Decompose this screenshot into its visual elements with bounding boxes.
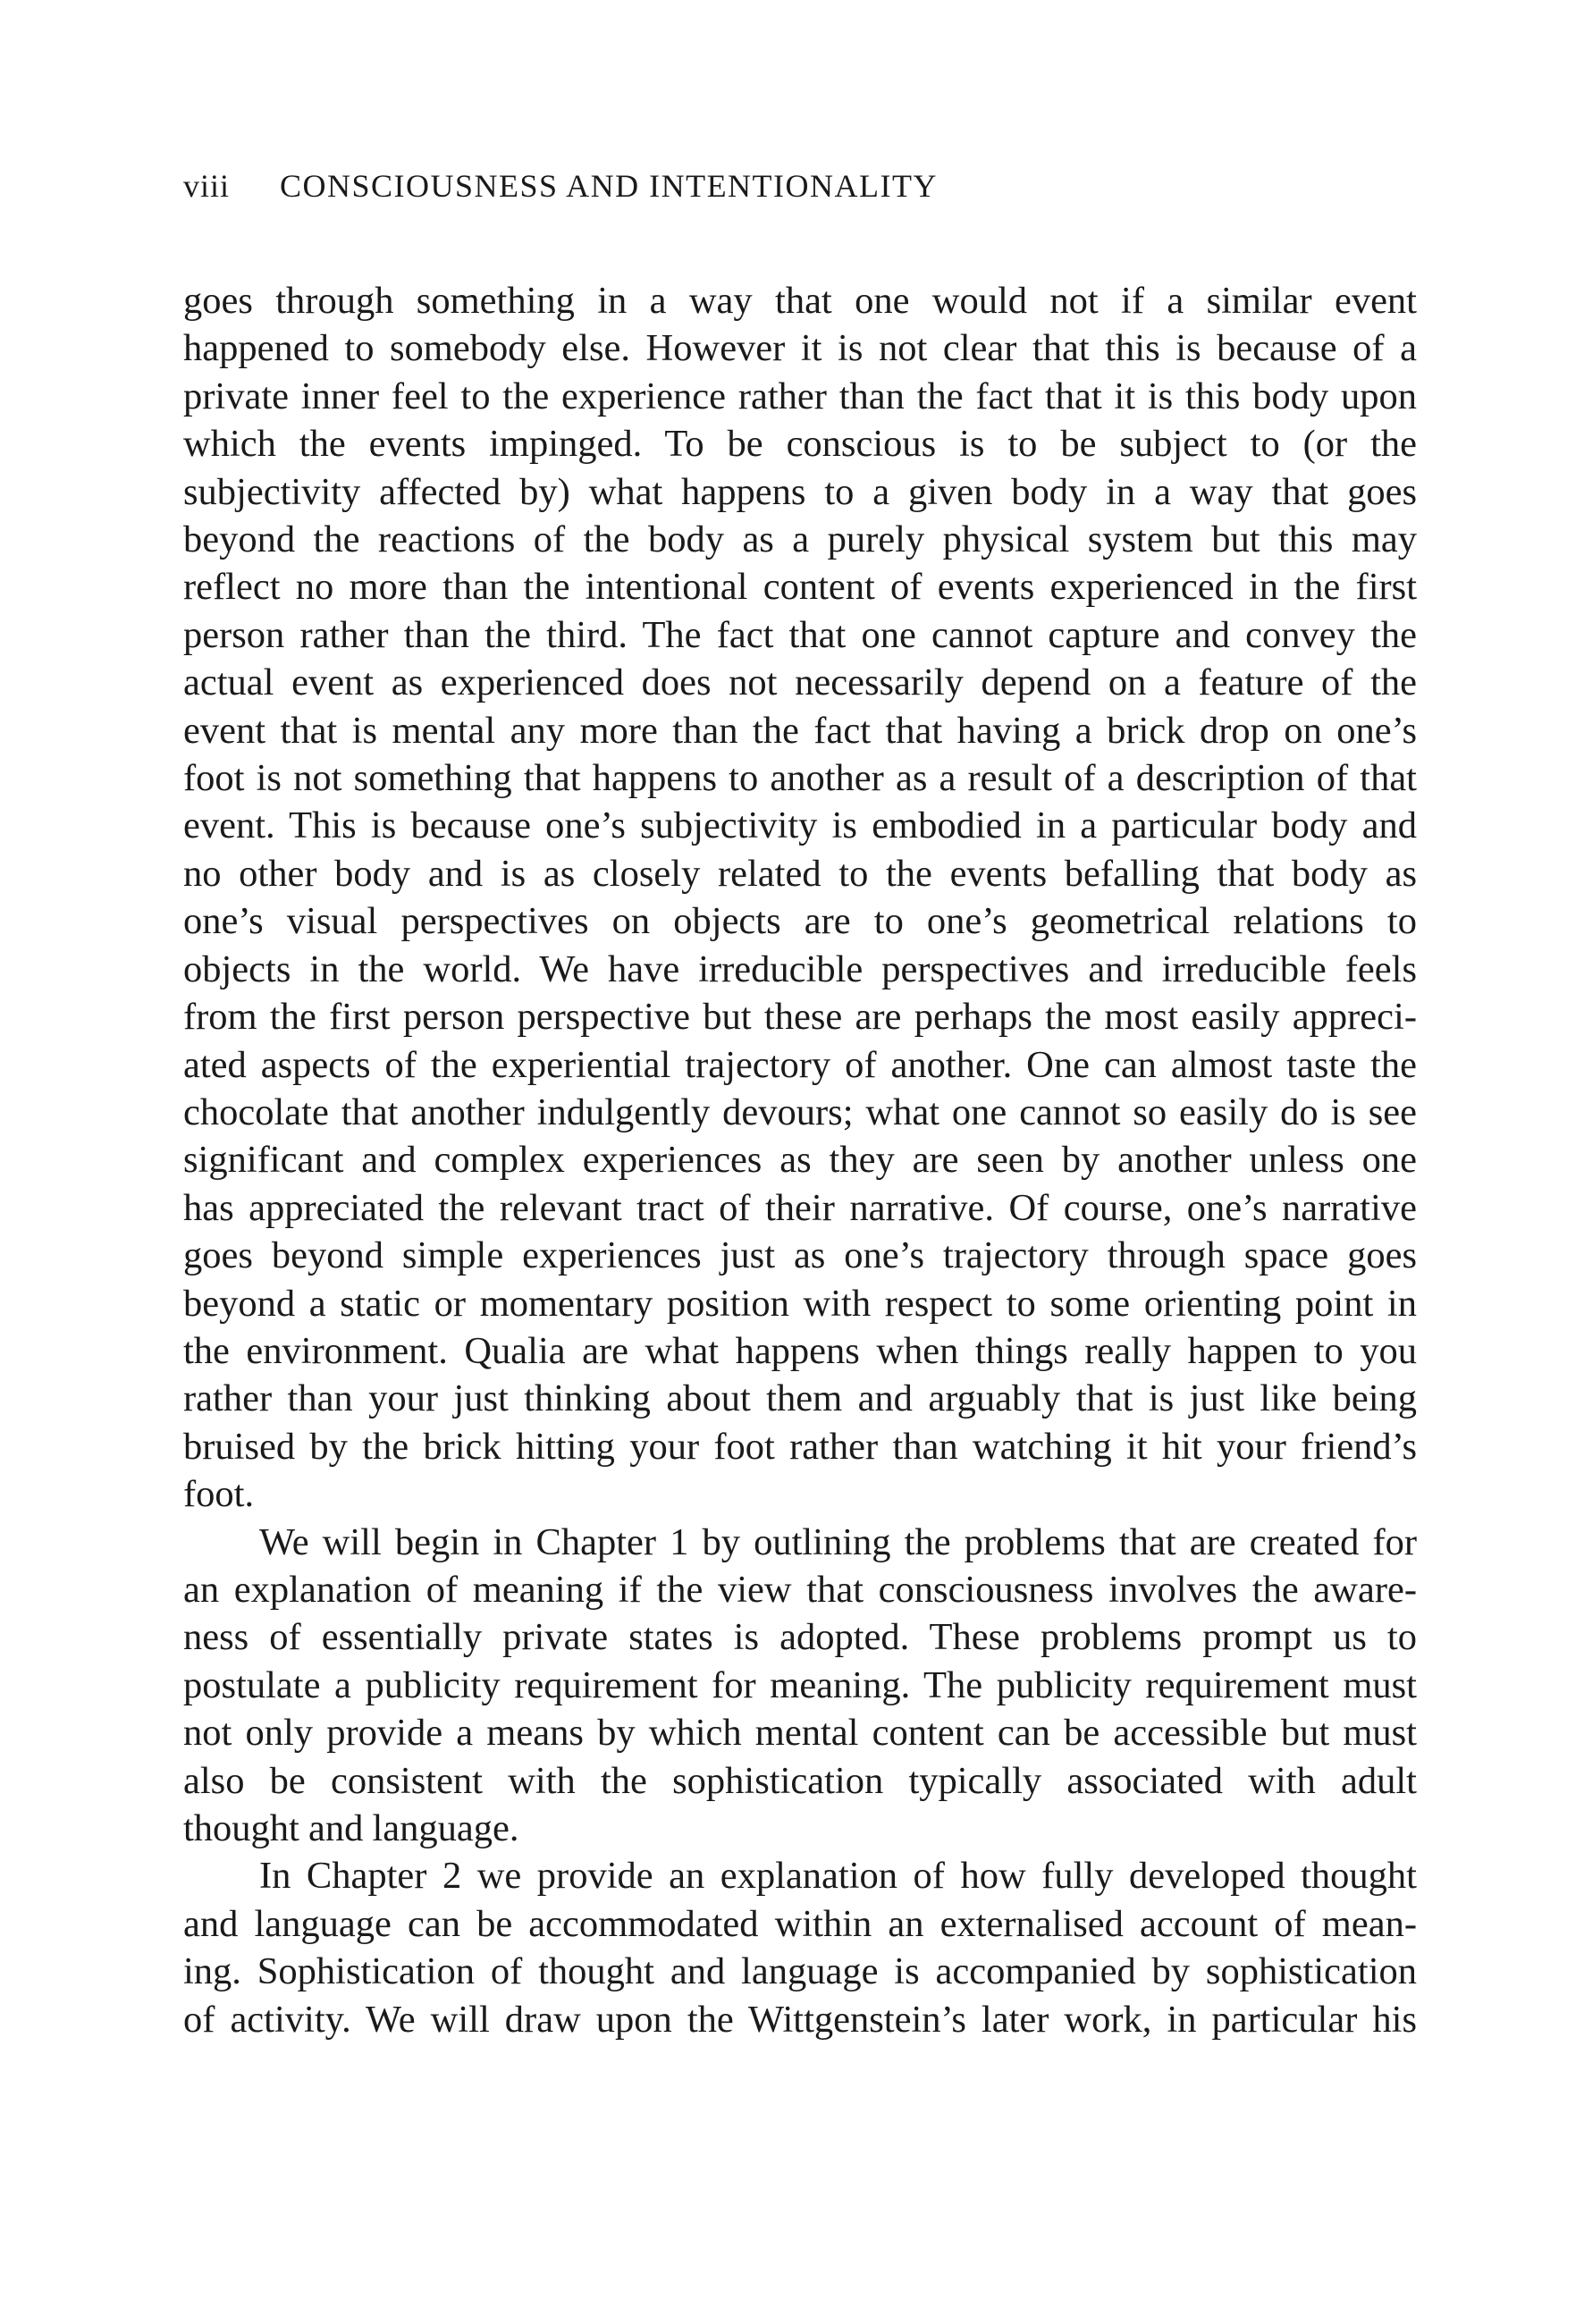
text-line: event. This is because one’s subjectivity is embodied in a particular body and [183, 804, 1417, 847]
text-line: beyond a static or momentary position with respect to some orienting point in [183, 1282, 1417, 1325]
text-line: and language can be accommodated within an externalised account of mean- [183, 1902, 1417, 1945]
text-line: postulate a publicity requirement for meaning. The publicity requirement must [183, 1663, 1417, 1706]
text-line: from the first person perspective but these are perhaps the most easily appreci- [183, 996, 1417, 1039]
text-line: thought and language. [183, 1807, 519, 1849]
text-line: the environment. Qualia are what happens when things really happen to you [183, 1329, 1417, 1372]
text-line: beyond the reactions of the body as a purely physical system but this may [183, 518, 1417, 561]
paragraph-3 [183, 1852, 1417, 2043]
text-line: has appreciated the relevant tract of their narrative. Of course, one’s narrative [183, 1186, 1417, 1229]
text-line: one’s visual perspectives on objects are to one’s geometrical relations to [183, 900, 1417, 943]
running-head [183, 164, 1417, 208]
text-line: event that is mental any more than the fact that having a brick drop on one’s [183, 709, 1417, 752]
text-line: of activity. We will draw upon the Wittgenstein’s later work, in particular his [183, 1998, 1417, 2041]
text-line: subjectivity affected by) what happens to a given body in a way that goes [183, 470, 1417, 513]
text-line: objects in the world. We have irreducible perspectives and irreducible feels [183, 947, 1417, 990]
text-line: an explanation of meaning if the view that consciousness involves the aware- [183, 1568, 1417, 1611]
text-line: bruised by the brick hitting your foot rather than watching it hit your friend’s [183, 1425, 1417, 1468]
text-line: ness of essentially private states is adopted. These problems prompt us to [183, 1616, 1417, 1659]
running-head-title: CONSCIOUSNESS AND INTENTIONALITY [280, 168, 938, 204]
text-line: reflect no more than the intentional content of events experienced in the first [183, 566, 1417, 609]
text-line: private inner feel to the experience rather than the fact that it is this body upon [183, 375, 1417, 417]
text-line: ated aspects of the experiential trajectory of another. One can almost taste the [183, 1043, 1417, 1086]
text-line: rather than your just thinking about them and arguably that is just like being [183, 1377, 1417, 1420]
text-line: goes through something in a way that one would not if a similar event [183, 280, 1417, 322]
text-line: foot is not something that happens to another as a result of a description of that [183, 757, 1417, 800]
text-line: which the events impinged. To be conscious is to be subject to (or the [183, 423, 1417, 466]
text-line: significant and complex experiences as they are seen by another unless one [183, 1139, 1417, 1182]
paragraph-1 [183, 277, 1417, 1519]
text-line: We will begin in Chapter 1 by outlining the problems that are created for [259, 1520, 1417, 1563]
text-line: no other body and is as closely related to the events befalling that body as [183, 852, 1417, 895]
text-line: actual event as experienced does not necessarily depend on a feature of the [183, 661, 1417, 704]
text-line: goes beyond simple experiences just as one’s trajectory through space goes [183, 1234, 1417, 1277]
text-line: person rather than the third. The fact that one cannot capture and convey the [183, 613, 1417, 656]
paragraph-2 [183, 1519, 1417, 1853]
body-text [183, 277, 1417, 2043]
text-line: also be consistent with the sophistication typically associated with adult [183, 1759, 1417, 1802]
page-number: viii [183, 168, 231, 204]
text-line: not only provide a means by which mental content can be accessible but must [183, 1712, 1417, 1755]
text-line: ing. Sophistication of thought and language is accompanied by sophistication [183, 1950, 1417, 1993]
text-line: In Chapter 2 we provide an explanation of how fully developed thought [259, 1855, 1417, 1898]
text-line: chocolate that another indulgently devours; what one cannot so easily do is see [183, 1090, 1417, 1133]
text-line: foot. [183, 1473, 255, 1516]
text-line: happened to somebody else. However it is not clear that this is because of a [183, 327, 1417, 370]
